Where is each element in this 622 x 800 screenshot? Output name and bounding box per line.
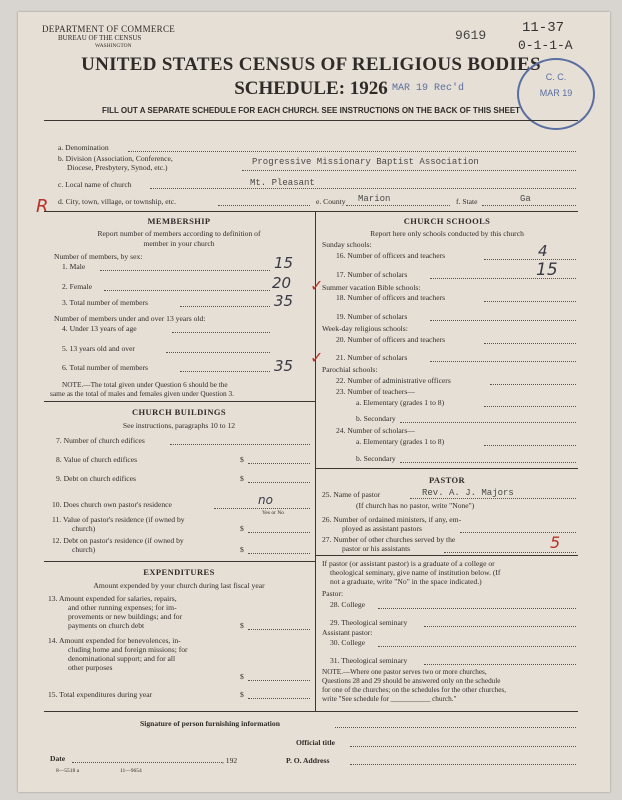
denomination-line[interactable] <box>128 151 576 152</box>
official-title-line[interactable] <box>350 746 576 747</box>
q2-value: 20 <box>272 274 292 292</box>
q3-value: 35 <box>274 292 294 310</box>
q11-line[interactable] <box>248 532 310 533</box>
schedule-title: SCHEDULE: 1926 <box>234 78 388 99</box>
q16-value: 4 <box>538 242 548 260</box>
q31-label: 31. Theological seminary <box>330 656 408 665</box>
q6-label: 6. Total number of members <box>62 363 149 372</box>
q2-leader <box>104 290 270 291</box>
division-line[interactable] <box>242 170 576 171</box>
summer-label: Summer vacation Bible schools: <box>322 283 421 292</box>
weekday-label: Week-day religious schools: <box>322 324 408 333</box>
q19-label: 19. Number of scholars <box>336 312 408 321</box>
expenditures-heading: EXPENDITURES <box>143 567 215 577</box>
q1-leader <box>100 270 270 271</box>
membership-note: NOTE.—The total given under Question 6 should be the <box>62 380 228 389</box>
q15-line[interactable] <box>248 698 310 699</box>
q27-value: 5 <box>550 533 561 552</box>
q7-label: 7. Number of church edifices <box>56 436 145 445</box>
date-label: Date <box>50 754 66 763</box>
expenditures-sub: Amount expended by your church during last fiscal year <box>93 581 265 590</box>
q14-label-2: cluding home and foreign missions; for <box>68 645 188 654</box>
q18-line[interactable] <box>484 301 576 302</box>
q23-label: 23. Number of teachers— <box>336 387 415 396</box>
q3-leader <box>180 306 270 307</box>
q5-label: 5. 13 years old and over <box>62 344 135 353</box>
q20-label: 20. Number of officers and teachers <box>336 335 446 344</box>
q30-line[interactable] <box>378 646 576 647</box>
q12-dollar: $ <box>240 545 244 554</box>
pastor-note-3: for one of the churches; on the schedules for the other churches, <box>322 686 507 694</box>
q4-label: 4. Under 13 years of age <box>62 324 137 333</box>
rule-buildings <box>44 401 315 402</box>
division-label-2: Diocese, Presbytery, Synod, etc.) <box>67 163 168 172</box>
asst-label: Assistant pastor: <box>322 628 373 637</box>
check-mark: ✓ <box>310 276 324 295</box>
received-stamp: MAR 19 Rec'd <box>392 83 465 94</box>
q8-dollar: $ <box>240 455 244 464</box>
q25-value: Rev. A. J. Majors <box>422 488 514 498</box>
q18-label: 18. Number of officers and teachers <box>336 293 446 302</box>
stamp-number: 9619 <box>455 28 487 43</box>
margin-mark: R <box>36 196 49 217</box>
q24-label: 24. Number of scholars— <box>336 426 415 435</box>
official-title-label: Official title <box>296 738 336 747</box>
check-mark-2: ✓ <box>310 348 324 367</box>
q16-line[interactable] <box>484 259 576 260</box>
church-name-label: c. Local name of church <box>58 180 132 189</box>
q27-line[interactable] <box>444 552 576 553</box>
year-label: , 192 <box>222 756 238 765</box>
q22-label: 22. Number of administrative officers <box>336 376 451 385</box>
q21-label: 21. Number of scholars <box>336 353 408 362</box>
graduate-note: If pastor (or assistant pastor) is a graduate of a college or <box>322 559 495 568</box>
q29-line[interactable] <box>424 626 576 627</box>
q9-label: 9. Debt on church edifices <box>56 474 136 483</box>
q16-label: 16. Number of officers and teachers <box>336 251 446 260</box>
rule-top <box>44 120 578 121</box>
graduate-note-3: not a graduate, write "No" in the space indicated.) <box>330 577 482 586</box>
signature-label: Signature of person furnishing information <box>140 719 280 728</box>
pastor-note-2: Questions 28 and 29 should be answered only on the schedule <box>322 677 501 685</box>
q1-label: 1. Male <box>62 262 86 271</box>
county-line[interactable] <box>346 205 450 206</box>
q13-dollar: $ <box>240 621 244 630</box>
graduate-note-2: theological seminary, give name of institution below. (If <box>330 568 501 577</box>
stamp-top-text: C. C. <box>545 72 567 82</box>
form-sheet <box>18 12 610 792</box>
q23a-label: a. Elementary (grades 1 to 8) <box>356 398 445 407</box>
q28-line[interactable] <box>378 608 576 609</box>
rule-mid <box>44 211 578 212</box>
q15-dollar: $ <box>240 690 244 699</box>
q25-label: 25. Name of pastor <box>322 490 381 499</box>
q29-label: 29. Theological seminary <box>330 618 408 627</box>
q12-label: 12. Debt on pastor's residence (if owned by <box>52 536 184 545</box>
rule-pastor <box>315 468 578 469</box>
city-field-label: d. City, town, village, or township, etc. <box>58 197 177 206</box>
pastor-note: NOTE.—Where one pastor serves two or more churches, <box>322 668 487 676</box>
q14-line[interactable] <box>248 680 310 681</box>
membership-intro-2: member in your church <box>143 239 215 248</box>
q27-label-2: pastor or his assistants <box>342 544 411 553</box>
q17-value: 15 <box>536 260 558 280</box>
buildings-heading: CHURCH BUILDINGS <box>131 407 226 417</box>
q23b-label: b. Secondary <box>356 414 396 423</box>
q24b-line[interactable] <box>400 462 576 463</box>
q13-label-2: and other running expenses; for im- <box>68 603 177 612</box>
city-label: WASHINGTON <box>95 43 132 49</box>
q28-label: 28. College <box>330 600 366 609</box>
yes-no-hint: Yes or No <box>262 510 285 516</box>
instruction-line: FILL OUT A SEPARATE SCHEDULE FOR EACH CHURCH. SEE INSTRUCTIONS ON THE BACK OF THIS SHEET <box>101 106 521 115</box>
q24b-label: b. Secondary <box>356 454 396 463</box>
schools-heading: CHURCH SCHOOLS <box>403 216 491 226</box>
q23b-line[interactable] <box>400 422 576 423</box>
by-sex-label: Number of members, by sex: <box>54 252 143 261</box>
address-line[interactable] <box>350 764 576 765</box>
q25-note: (If church has no pastor, write "None") <box>356 501 475 510</box>
address-label: P. O. Address <box>286 756 330 765</box>
date-line[interactable] <box>72 762 222 763</box>
q21-line[interactable] <box>430 361 576 362</box>
q1-value: 15 <box>274 254 294 272</box>
q9-line[interactable] <box>248 482 310 483</box>
state-value: Ga <box>520 194 531 204</box>
q26-label-2: ployed as assistant pastors <box>342 524 422 533</box>
sunday-label: Sunday schools: <box>322 240 372 249</box>
q12-label-2: church) <box>72 545 96 554</box>
q11-dollar: $ <box>240 524 244 533</box>
buildings-sub: See instructions, paragraphs 10 to 12 <box>122 421 236 430</box>
q30-label: 30. College <box>330 638 366 647</box>
pastor-note-4: write "See schedule for ___________ church." <box>322 695 457 703</box>
division-label: b. Division (Association, Conference, <box>58 154 173 163</box>
pastor-label: Pastor: <box>322 589 344 598</box>
q17-label: 17. Number of scholars <box>336 270 408 279</box>
city-line[interactable] <box>218 205 310 206</box>
q12-line[interactable] <box>248 553 310 554</box>
q19-line[interactable] <box>430 320 576 321</box>
q15-label: 15. Total expenditures during year <box>48 690 153 699</box>
q8-label: 8. Value of church edifices <box>56 455 138 464</box>
q26-label: 26. Number of ordained ministers, if any, em- <box>322 515 462 524</box>
q7-line[interactable] <box>170 444 310 445</box>
q8-line[interactable] <box>248 463 310 464</box>
q22-line[interactable] <box>490 384 576 385</box>
q13-line[interactable] <box>248 629 310 630</box>
church-name-value: Mt. Pleasant <box>250 178 315 188</box>
stamp-date-text: MAR 19 <box>539 88 573 98</box>
code-right: 0-1-1-A <box>518 38 573 53</box>
department-label: DEPARTMENT OF COMMERCE <box>42 24 176 34</box>
q14-dollar: $ <box>240 672 244 681</box>
state-label: f. State <box>456 197 478 206</box>
bureau-label: BUREAU OF THE CENSUS <box>58 34 142 42</box>
q27-label: 27. Number of other churches served by the <box>322 535 456 544</box>
q24a-label: a. Elementary (grades 1 to 8) <box>356 437 445 446</box>
q13-label-3: provements or new buildings; and for <box>68 612 183 621</box>
q14-label-4: other purposes <box>68 663 113 672</box>
q11-label-2: church) <box>72 524 96 533</box>
membership-note-2: same as the total of males and females given under Question 3. <box>50 389 234 398</box>
parochial-label: Parochial schools: <box>322 365 378 374</box>
q10-label: 10. Does church own pastor's residence <box>52 500 172 509</box>
rule-grad <box>315 555 578 556</box>
division-value: Progressive Missionary Baptist Association <box>252 157 479 167</box>
q5-leader <box>166 352 270 353</box>
pastor-heading: PASTOR <box>428 475 466 485</box>
form-title: UNITED STATES CENSUS OF RELIGIOUS BODIES <box>81 54 541 75</box>
q6-leader <box>180 371 270 372</box>
q24a-line[interactable] <box>484 445 576 446</box>
membership-heading: MEMBERSHIP <box>147 216 211 226</box>
form-number: 8—5518 a <box>56 768 80 774</box>
q2-label: 2. Female <box>62 282 92 291</box>
q20-line[interactable] <box>484 343 576 344</box>
q3-label: 3. Total number of members <box>62 298 149 307</box>
county-value: Marion <box>358 194 391 204</box>
print-number: 11—9654 <box>120 768 142 774</box>
schools-sub: Report here only schools conducted by this church <box>370 229 524 238</box>
q31-line[interactable] <box>424 664 576 665</box>
q14-label-3: denominational support; and for all <box>68 654 176 663</box>
age-heading: Number of members under and over 13 years old: <box>54 314 206 323</box>
signature-line[interactable] <box>335 727 576 728</box>
q6-value: 35 <box>274 357 294 375</box>
rule-footer <box>44 711 578 712</box>
county-label: e. County <box>316 197 346 206</box>
q10-value: no <box>258 493 273 507</box>
q4-leader <box>172 332 270 333</box>
q25-line[interactable] <box>410 498 576 499</box>
state-line[interactable] <box>482 205 576 206</box>
q10-line[interactable] <box>214 508 310 509</box>
q23a-line[interactable] <box>484 406 576 407</box>
q11-label: 11. Value of pastor's residence (if owned by <box>52 515 185 524</box>
q13-label-4: payments on church debt <box>68 621 145 630</box>
denomination-label: a. Denomination <box>58 143 109 152</box>
rule-expend <box>44 561 315 562</box>
q13-label: 13. Amount expended for salaries, repairs, <box>48 594 177 603</box>
file-code: 11-37 <box>522 20 565 36</box>
q14-label: 14. Amount expended for benevolences, in- <box>48 636 181 645</box>
church-name-line[interactable] <box>150 188 576 189</box>
q9-dollar: $ <box>240 474 244 483</box>
membership-intro: Report number of members according to definition of <box>97 229 261 238</box>
